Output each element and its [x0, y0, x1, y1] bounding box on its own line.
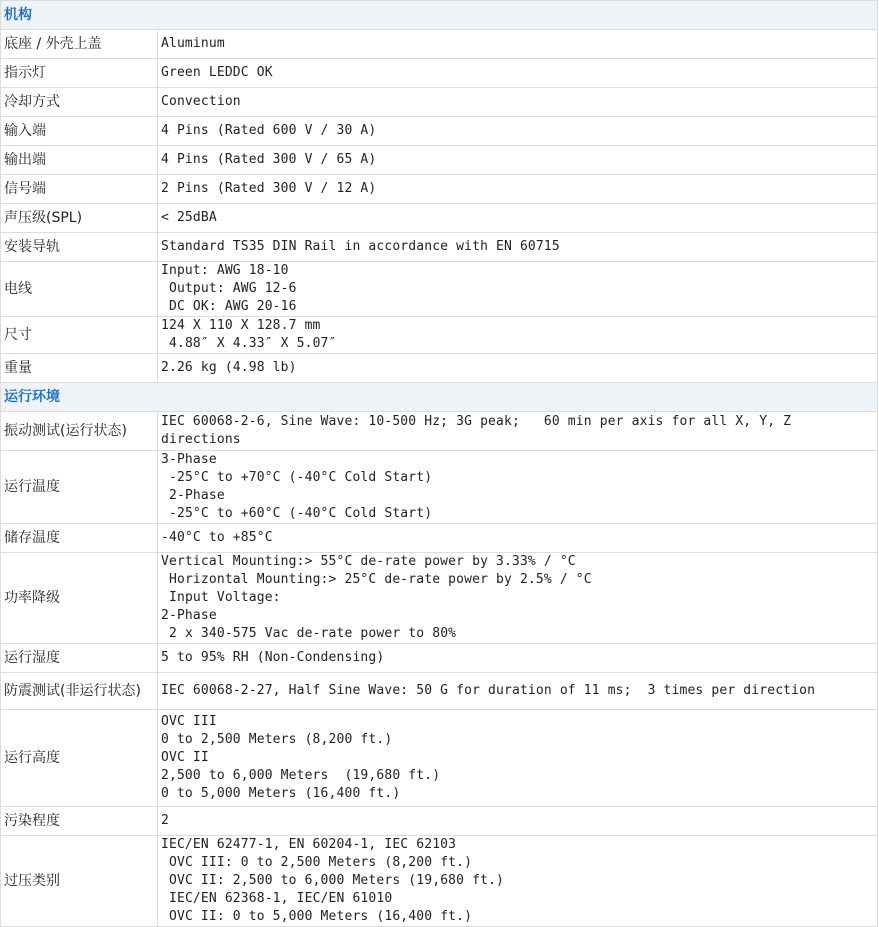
spec-label: 底座 / 外壳上盖 [1, 30, 158, 59]
spec-row [1, 451, 878, 524]
spec-value: 4 Pins (Rated 600 V / 30 A) [158, 117, 878, 146]
spec-label: 运行湿度 [1, 644, 158, 673]
spec-row [1, 88, 878, 117]
spec-row [1, 146, 878, 175]
spec-row [1, 117, 878, 146]
spec-label: 声压级(SPL) [1, 204, 158, 233]
spec-row [1, 59, 878, 88]
spec-label: 输入端 [1, 117, 158, 146]
spec-value: 5 to 95% RH (Non-Condensing) [158, 644, 878, 673]
spec-value: Aluminum [158, 30, 878, 59]
spec-value: 4 Pins (Rated 300 V / 65 A) [158, 146, 878, 175]
spec-label: 污染程度 [1, 807, 158, 836]
spec-value: IEC 60068-2-27, Half Sine Wave: 50 G for duration of 11 ms; 3 times per direction [158, 673, 878, 710]
spec-label: 重量 [1, 354, 158, 383]
spec-value: Vertical Mounting:> 55°C de-rate power by 3.33% / °C Horizontal Mounting:> 25°C de-rate power by 2.5% / °C Input Voltage: 2-Phase 2 x 340-575 Vac de-rate power to 80% [158, 553, 878, 644]
spec-row [1, 262, 878, 317]
spec-label: 信号端 [1, 175, 158, 204]
spec-value: -40°C to +85°C [158, 524, 878, 553]
section-header-mechanical [1, 1, 878, 30]
spec-row [1, 524, 878, 553]
spec-value: IEC 60068-2-6, Sine Wave: 10-500 Hz; 3G peak; 60 min per axis for all X, Y, Z directions [158, 412, 878, 451]
spec-row [1, 204, 878, 233]
spec-value: IEC/EN 62477-1, EN 60204-1, IEC 62103 OVC III: 0 to 2,500 Meters (8,200 ft.) OVC II: 2,500 to 6,000 Meters (19,680 ft.) IEC/EN 62368-1, IEC/EN 61010 OVC II: 0 to 5,000 Meters (16,400 ft.) [158, 836, 878, 927]
spec-row [1, 644, 878, 673]
spec-label: 电线 [1, 262, 158, 317]
spec-value: < 25dBA [158, 204, 878, 233]
spec-row [1, 710, 878, 807]
spec-label: 指示灯 [1, 59, 158, 88]
spec-row [1, 836, 878, 927]
spec-row [1, 673, 878, 710]
spec-row [1, 553, 878, 644]
spec-value: 2 Pins (Rated 300 V / 12 A) [158, 175, 878, 204]
spec-value: 2 [158, 807, 878, 836]
spec-value: Green LEDDC OK [158, 59, 878, 88]
spec-label: 防震测试(非运行状态) [1, 673, 158, 710]
spec-value: 2.26 kg (4.98 lb) [158, 354, 878, 383]
spec-label: 振动测试(运行状态) [1, 412, 158, 451]
section-title: 运行环境 [1, 383, 878, 412]
spec-row [1, 317, 878, 354]
spec-label: 输出端 [1, 146, 158, 175]
section-header-environment [1, 383, 878, 412]
spec-label: 储存温度 [1, 524, 158, 553]
spec-row [1, 354, 878, 383]
spec-label: 尺寸 [1, 317, 158, 354]
section-title: 机构 [1, 1, 878, 30]
spec-row [1, 807, 878, 836]
spec-value: 124 X 110 X 128.7 mm 4.88″ X 4.33″ X 5.07″ [158, 317, 878, 354]
spec-label: 运行温度 [1, 451, 158, 524]
spec-value: OVC III 0 to 2,500 Meters (8,200 ft.) OVC II 2,500 to 6,000 Meters (19,680 ft.) 0 to 5,000 Meters (16,400 ft.) [158, 710, 878, 807]
spec-label: 过压类别 [1, 836, 158, 927]
spec-row [1, 175, 878, 204]
spec-row [1, 30, 878, 59]
spec-label: 安装导轨 [1, 233, 158, 262]
spec-value: 3-Phase -25°C to +70°C (-40°C Cold Start) 2-Phase -25°C to +60°C (-40°C Cold Start) [158, 451, 878, 524]
spec-value: Input: AWG 18-10 Output: AWG 12-6 DC OK: AWG 20-16 [158, 262, 878, 317]
spec-row [1, 233, 878, 262]
spec-label: 功率降级 [1, 553, 158, 644]
spec-label: 冷却方式 [1, 88, 158, 117]
spec-label: 运行高度 [1, 710, 158, 807]
spec-value: Standard TS35 DIN Rail in accordance with EN 60715 [158, 233, 878, 262]
spec-value: Convection [158, 88, 878, 117]
spec-row [1, 412, 878, 451]
